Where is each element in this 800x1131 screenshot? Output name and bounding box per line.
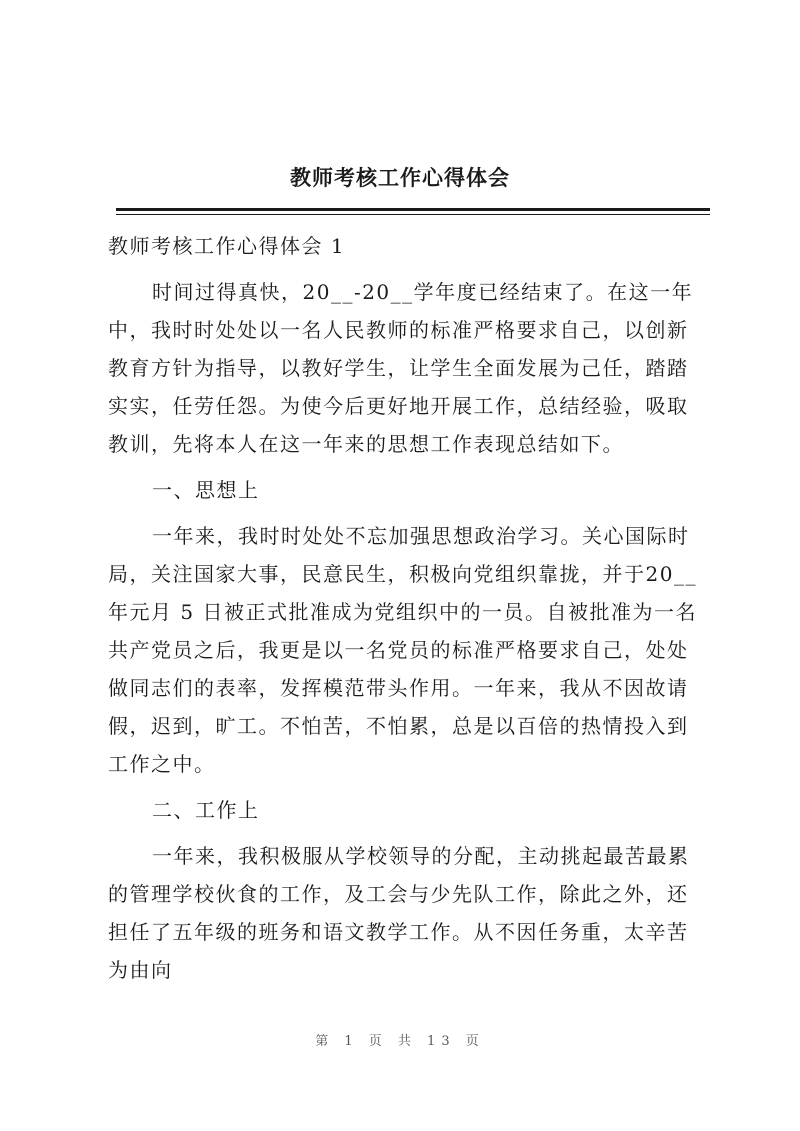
subheading-thought: 一、思想上 <box>152 478 260 502</box>
document-body <box>108 227 708 997</box>
title-divider-thin <box>116 214 710 215</box>
title-divider <box>116 208 710 211</box>
page-number: 第 1 页 共 13 页 <box>315 1034 485 1049</box>
subheading-work: 二、工作上 <box>152 798 260 822</box>
paragraph-thought: 一年来，我时时处处不忘加强思想政治学习。关心国际时局，关注国家大事，民意民生，积极向党组织靠拢，并于20__年元月 5 日被正式批准成为党组织中的一员。自被批准为一名共产党员之后，我更是以一名党员的标准严格要求自己，处处做同志们的表率，发挥模范带头作用。一年来，我从不因故请假，迟到，旷工。不怕苦，不怕累，总是以百倍的热情投入到工作之中。 <box>108 524 697 776</box>
paragraph-intro: 时间过得真快，20__-20__学年度已经结束了。在这一年中，我时时处处以一名人民教师的标准严格要求自己，以创新教育方针为指导，以教好学生，让学生全面发展为己任，踏踏实实，任劳任怨。为使今后更好地开展工作，总结经验，吸取教训，先将本人在这一年来的思想工作表现总结如下。 <box>108 280 694 456</box>
paragraph-work: 一年来，我积极服从学校领导的分配，主动挑起最苦最累的管理学校伙食的工作，及工会与少先队工作，除此之外，还担任了五年级的班务和语文教学工作。从不因任务重，太辛苦为由向 <box>108 844 690 982</box>
section-heading: 教师考核工作心得体会 1 <box>108 234 346 258</box>
document-title: 教师考核工作心得体会 <box>290 165 510 190</box>
